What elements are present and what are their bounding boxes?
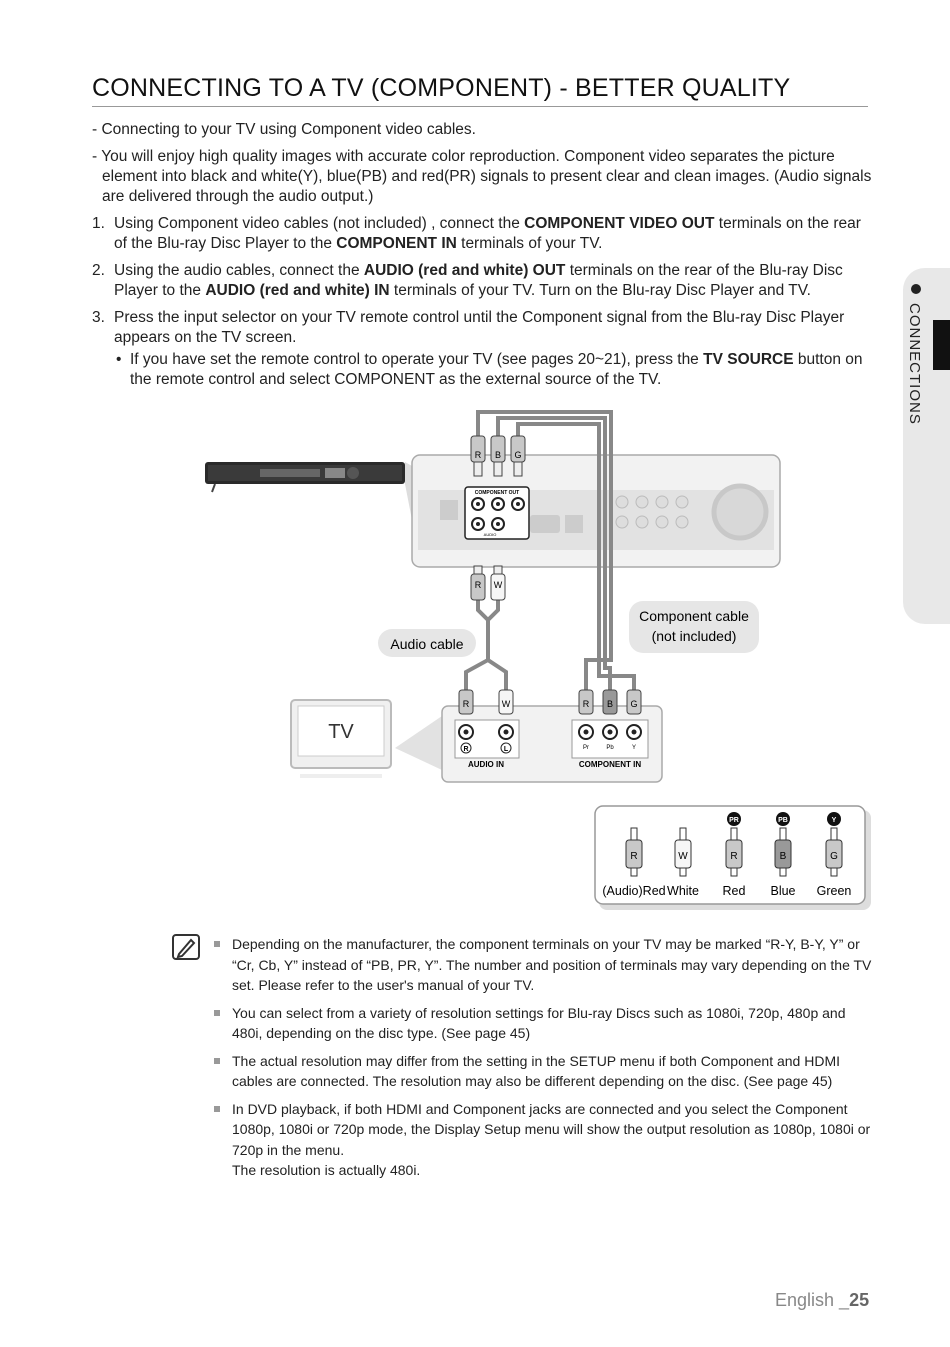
note-item bbox=[232, 1003, 872, 1044]
step-number: 1. bbox=[92, 215, 105, 232]
legend-plug-tip bbox=[780, 828, 786, 840]
note-text: You can select from a variety of resolution settings for Blu-ray Discs such as 1080i, 720p, 480p and 480i, depending on the disc type. (See page 45) bbox=[232, 1004, 846, 1041]
audio-cable-callout bbox=[378, 629, 476, 657]
side-tab-label: CONNECTIONS bbox=[906, 303, 923, 425]
plug-letter: R bbox=[474, 580, 482, 590]
step-text: terminals on the rear of the Blu-ray Disc Player to the bbox=[114, 215, 861, 252]
note-item bbox=[232, 934, 872, 996]
step-text: Press the input selector on your TV remote control until the Component signal from the Blu-ray Disc Player appears on the TV screen. bbox=[114, 309, 845, 346]
player-audio-plugs bbox=[471, 566, 505, 600]
tv-zoom-callout bbox=[395, 716, 442, 770]
audio-cable-label: Audio cable bbox=[390, 636, 464, 652]
jack-mark: R bbox=[463, 746, 469, 753]
tv-input-panel bbox=[442, 706, 662, 782]
legend-plug-letter: B bbox=[779, 851, 787, 862]
legend-plug-letter: W bbox=[678, 851, 688, 862]
bullet-text: button on the remote control and select COMPONENT as the external source of the TV. bbox=[130, 351, 863, 388]
legend-plug-cord bbox=[731, 868, 737, 876]
side-tab-bullet-icon bbox=[911, 284, 921, 294]
note-item-continuation bbox=[232, 1160, 872, 1181]
zoom-callout bbox=[405, 462, 412, 520]
intro-line: - Connecting to your TV using Component video cables. bbox=[92, 121, 476, 138]
plug-letter: B bbox=[494, 450, 502, 460]
plug-letter: G bbox=[514, 450, 522, 460]
note-text: Depending on the manufacturer, the component terminals on your TV may be marked “R-Y, B-Y, Y” or “Cr, Cb, Y” instead of “PB, PR, Y”. The number and position of terminals may vary depending on the TV set. Please refer to the user's manual of your TV. bbox=[232, 936, 872, 993]
plug-letter: G bbox=[630, 699, 638, 709]
legend-badge-text: PR bbox=[729, 817, 739, 824]
page-title: CONNECTING TO A TV (COMPONENT) - BETTER QUALITY bbox=[92, 74, 868, 107]
plug-letter: W bbox=[493, 580, 503, 590]
notes-list bbox=[232, 934, 872, 1188]
tv-component-plugs bbox=[579, 690, 641, 714]
note-bullet-icon bbox=[214, 1106, 220, 1112]
component-in-label: COMPONENT IN bbox=[578, 760, 642, 769]
step-item bbox=[92, 214, 872, 254]
component-cable-callout bbox=[629, 601, 759, 653]
plug-letter: R bbox=[582, 699, 590, 709]
page-number: 25 bbox=[849, 1290, 870, 1310]
note-item bbox=[232, 1051, 872, 1092]
page-footer bbox=[775, 1290, 869, 1311]
legend-plug-letter: G bbox=[830, 851, 838, 862]
footer-language: English _ bbox=[775, 1290, 850, 1310]
note-bullet-icon bbox=[214, 1058, 220, 1064]
top-component-plugs bbox=[471, 436, 525, 476]
step-bold: COMPONENT VIDEO OUT bbox=[524, 215, 715, 232]
note-bullet-icon bbox=[214, 1010, 220, 1016]
component-cable-label-line: Component cable bbox=[639, 608, 749, 624]
legend-badge-text: PB bbox=[778, 817, 788, 824]
bullet-text: If you have set the remote control to operate your TV (see pages 20~21), press the bbox=[130, 351, 704, 368]
legend-label: Red bbox=[722, 884, 746, 898]
bullet-bold: TV SOURCE bbox=[703, 351, 794, 368]
legend-plug-letter: R bbox=[630, 851, 638, 862]
legend-plug-letter: R bbox=[730, 851, 738, 862]
legend-plug-tip bbox=[680, 828, 686, 840]
note-pencil-icon bbox=[172, 934, 202, 962]
jack-mark: L bbox=[503, 746, 509, 753]
plug-letter: W bbox=[501, 699, 511, 709]
bullet-dot: • bbox=[116, 351, 122, 368]
note-text: In DVD playback, if both HDMI and Component jacks are connected and you select the Component 1080p, 1080i or 720p mode, the Display Setup menu will show the output resolution as 1080p, 1080i or 720p in the menu. bbox=[232, 1100, 871, 1158]
plug-letter: B bbox=[606, 699, 614, 709]
tv-label: TV bbox=[328, 721, 354, 743]
bluray-player-icon bbox=[205, 462, 405, 492]
legend-plug-tip bbox=[731, 828, 737, 840]
legend-plug-cord bbox=[631, 868, 637, 876]
plug-letter: R bbox=[462, 699, 470, 709]
step-bullet bbox=[114, 350, 872, 390]
jack-mark: Y bbox=[631, 745, 637, 751]
jack-mark: Pr bbox=[583, 745, 589, 751]
steps-list bbox=[92, 214, 872, 397]
step-item bbox=[92, 308, 872, 390]
step-bold: AUDIO (red and white) OUT bbox=[363, 262, 566, 279]
player-rear-panel bbox=[412, 455, 780, 567]
step-text: Using Component video cables (not included) , connect the bbox=[114, 215, 525, 232]
step-number: 2. bbox=[92, 262, 105, 279]
legend-label: Green bbox=[816, 884, 852, 898]
side-tab-marker bbox=[933, 320, 950, 370]
panel-audio-label: AUDIO bbox=[483, 532, 497, 537]
connection-diagram bbox=[0, 400, 950, 920]
step-text: terminals of your TV. Turn on the Blu-ray Disc Player and TV. bbox=[389, 282, 811, 299]
legend-plug-tip bbox=[631, 828, 637, 840]
step-text: terminals on the rear of the Blu-ray Disc Player to the bbox=[114, 262, 843, 299]
step-text: Using the audio cables, connect the bbox=[114, 262, 364, 279]
note-item bbox=[232, 1099, 872, 1161]
note-text: The actual resolution may differ from the setting in the SETUP menu if both Component and HDMI cables are connected. The resolution may also be different depending on the disc. (See page 45) bbox=[232, 1052, 841, 1089]
step-number: 3. bbox=[92, 309, 105, 326]
legend-badge-text: Y bbox=[831, 817, 837, 824]
legend-plug-cord bbox=[831, 868, 837, 876]
panel-component-out-label: COMPONENT OUT bbox=[474, 490, 520, 496]
intro bbox=[92, 120, 872, 214]
intro-line: - You will enjoy high quality images with accurate color reproduction. Component video separates the picture element into black and white(Y), blue(PB) and red(PR) signals to present clear and clean images. (Audio signals are delivered through the audio output.) bbox=[92, 148, 872, 205]
audio-in-label: AUDIO IN bbox=[468, 760, 504, 769]
tv-icon bbox=[291, 700, 391, 778]
step-text: terminals of your TV. bbox=[456, 235, 603, 252]
step-bold: COMPONENT IN bbox=[336, 235, 457, 252]
step-bold: AUDIO (red and white) IN bbox=[205, 282, 390, 299]
component-cable-label-line: (not included) bbox=[651, 628, 737, 644]
legend-plug-tip bbox=[831, 828, 837, 840]
note-text: The resolution is actually 480i. bbox=[232, 1162, 421, 1178]
jack-mark: Pb bbox=[606, 745, 614, 751]
legend-label: Blue bbox=[770, 884, 796, 898]
plug-color-legend bbox=[595, 806, 871, 910]
legend-label: (Audio)Red bbox=[602, 884, 666, 898]
step-item bbox=[92, 261, 872, 301]
note-bullet-icon bbox=[214, 941, 220, 947]
legend-label: White bbox=[667, 884, 699, 898]
legend-plug-cord bbox=[680, 868, 686, 876]
legend-plug-cord bbox=[780, 868, 786, 876]
plug-letter: R bbox=[474, 450, 482, 460]
